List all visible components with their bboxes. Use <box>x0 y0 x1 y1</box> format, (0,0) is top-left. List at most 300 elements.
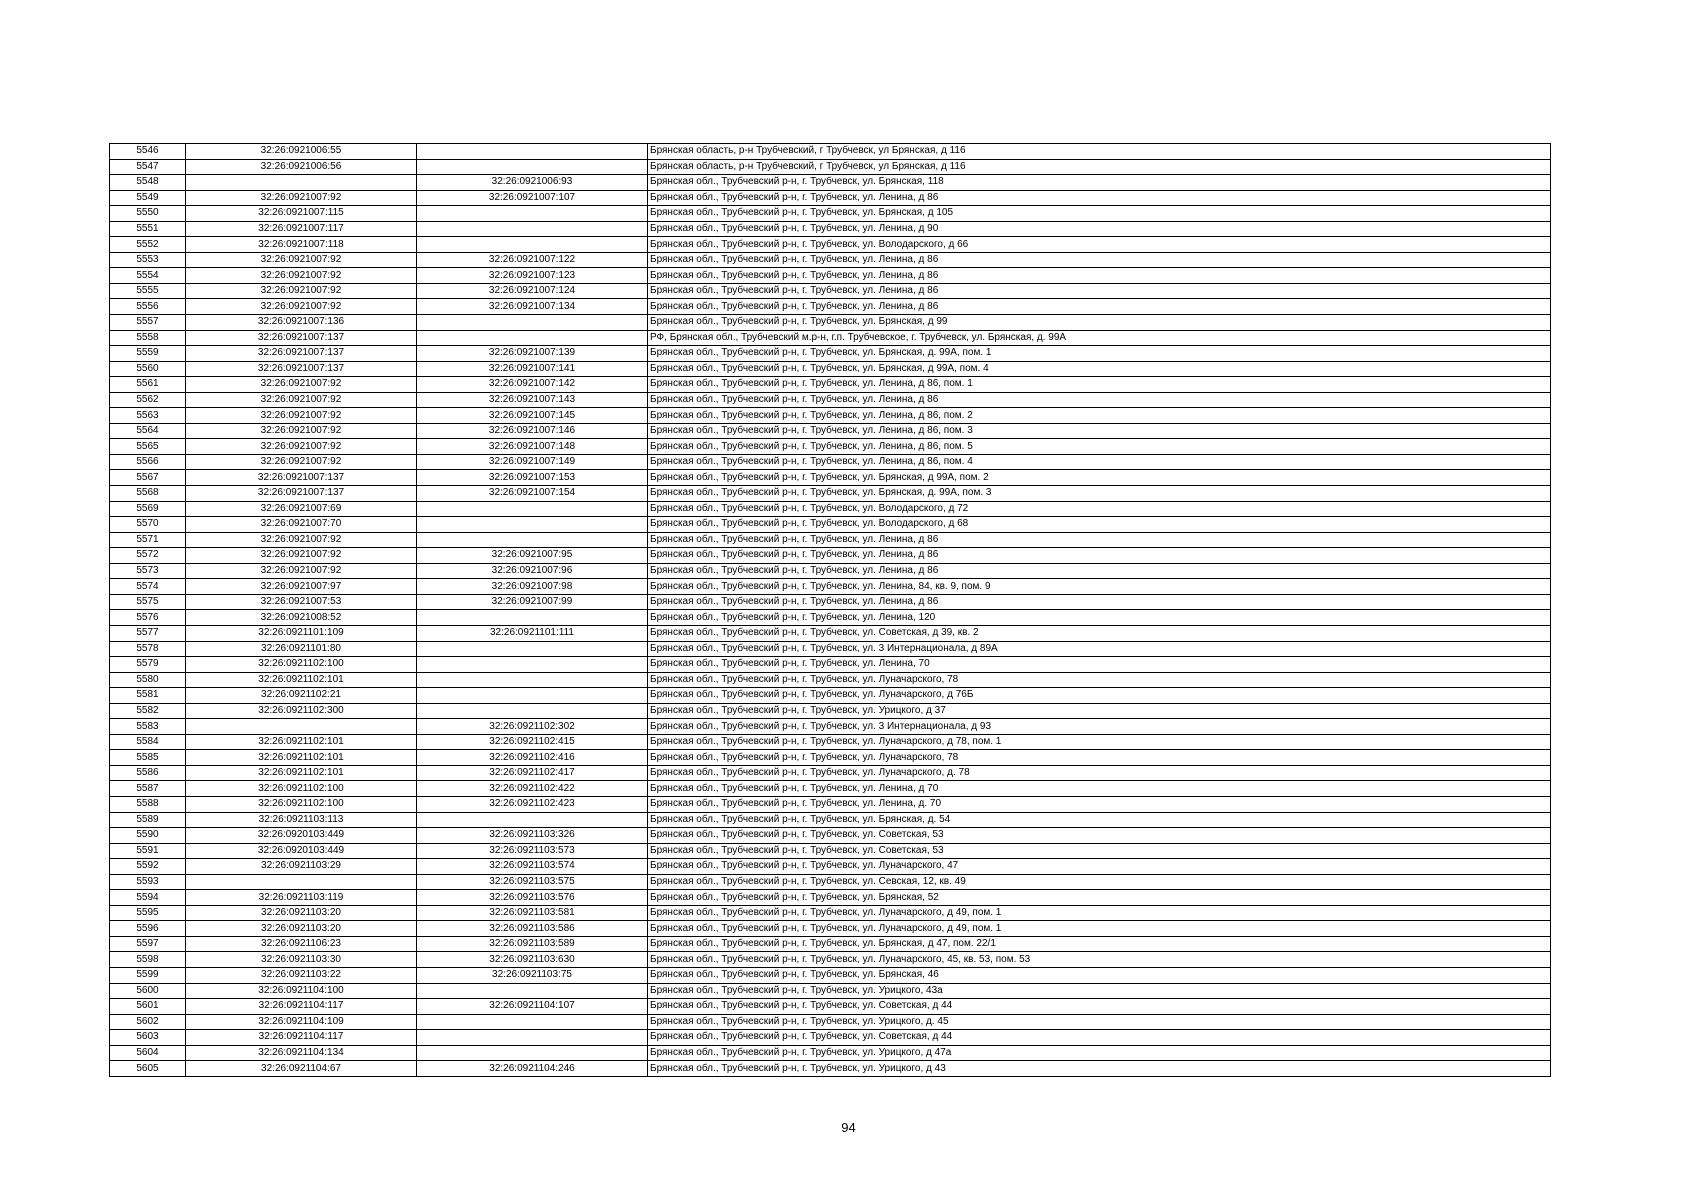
table-row <box>110 983 1551 999</box>
related-cadastral-number-cell <box>417 641 648 657</box>
related-cadastral-number-cell: 32:26:0921007:95 <box>417 548 648 564</box>
table-row <box>110 423 1551 439</box>
table-row <box>110 532 1551 548</box>
address-cell: Брянская обл., Трубчевский р-н, г. Трубчевск, ул. Ленина, д 86 <box>648 392 1551 408</box>
address-cell: Брянская обл., Трубчевский р-н, г. Трубчевск, ул. Брянская, 52 <box>648 890 1551 906</box>
cadastral-number-cell: 32:26:0921007:118 <box>186 237 417 253</box>
row-number-cell: 5561 <box>110 377 186 393</box>
table-row <box>110 346 1551 362</box>
row-number-cell: 5556 <box>110 299 186 315</box>
address-cell: Брянская обл., Трубчевский р-н, г. Трубчевск, ул. 3 Интернационала, д 89А <box>648 641 1551 657</box>
related-cadastral-number-cell: 32:26:0921103:630 <box>417 952 648 968</box>
table-row <box>110 874 1551 890</box>
cadastral-number-cell: 32:26:0921007:92 <box>186 377 417 393</box>
row-number-cell: 5550 <box>110 206 186 222</box>
table-row <box>110 159 1551 175</box>
table-row <box>110 1030 1551 1046</box>
related-cadastral-number-cell: 32:26:0921007:145 <box>417 408 648 424</box>
cadastral-number-cell: 32:26:0921007:92 <box>186 563 417 579</box>
table-row <box>110 268 1551 284</box>
address-cell: Брянская обл., Трубчевский р-н, г. Трубчевск, ул. Брянская, д 99А, пом. 2 <box>648 470 1551 486</box>
row-number-cell: 5567 <box>110 470 186 486</box>
table-row <box>110 330 1551 346</box>
table-row <box>110 470 1551 486</box>
related-cadastral-number-cell: 32:26:0921102:416 <box>417 750 648 766</box>
related-cadastral-number-cell <box>417 688 648 704</box>
cadastral-number-cell: 32:26:0921007:92 <box>186 454 417 470</box>
table-row <box>110 765 1551 781</box>
cadastral-number-cell: 32:26:0921007:137 <box>186 346 417 362</box>
cadastral-number-cell: 32:26:0921007:92 <box>186 439 417 455</box>
table-row <box>110 828 1551 844</box>
address-cell: Брянская обл., Трубчевский р-н, г. Трубчевск, ул. Луначарского, д 49, пом. 1 <box>648 905 1551 921</box>
row-number-cell: 5547 <box>110 159 186 175</box>
related-cadastral-number-cell <box>417 330 648 346</box>
address-cell: Брянская обл., Трубчевский р-н, г. Трубчевск, ул. Ленина, д 86 <box>648 594 1551 610</box>
address-cell: Брянская обл., Трубчевский р-н, г. Трубчевск, ул. Ленина, д 86 <box>648 190 1551 206</box>
row-number-cell: 5592 <box>110 859 186 875</box>
related-cadastral-number-cell: 32:26:0921104:107 <box>417 999 648 1015</box>
related-cadastral-number-cell: 32:26:0921102:423 <box>417 796 648 812</box>
row-number-cell: 5590 <box>110 828 186 844</box>
address-cell: Брянская обл., Трубчевский р-н, г. Трубчевск, ул. Ленина, д 86 <box>648 299 1551 315</box>
table-row <box>110 610 1551 626</box>
related-cadastral-number-cell <box>417 812 648 828</box>
table-row <box>110 439 1551 455</box>
cadastral-number-cell: 32:26:0921007:92 <box>186 190 417 206</box>
row-number-cell: 5557 <box>110 315 186 331</box>
row-number-cell: 5593 <box>110 874 186 890</box>
table-row <box>110 252 1551 268</box>
row-number-cell: 5598 <box>110 952 186 968</box>
address-cell: Брянская обл., Трубчевский р-н, г. Трубчевск, ул. Советская, д 44 <box>648 1030 1551 1046</box>
row-number-cell: 5571 <box>110 532 186 548</box>
table-row <box>110 672 1551 688</box>
table-row <box>110 454 1551 470</box>
cadastral-number-cell: 32:26:0921102:101 <box>186 734 417 750</box>
table-row <box>110 501 1551 517</box>
related-cadastral-number-cell: 32:26:0921007:154 <box>417 486 648 502</box>
related-cadastral-number-cell <box>417 221 648 237</box>
address-cell: Брянская обл., Трубчевский р-н, г. Трубчевск, ул. Ленина, 70 <box>648 657 1551 673</box>
address-cell: Брянская обл., Трубчевский р-н, г. Трубчевск, ул. Брянская, д 99А, пом. 4 <box>648 361 1551 377</box>
cadastral-number-cell: 32:26:0921007:92 <box>186 268 417 284</box>
row-number-cell: 5569 <box>110 501 186 517</box>
row-number-cell: 5575 <box>110 594 186 610</box>
related-cadastral-number-cell <box>417 501 648 517</box>
address-cell: Брянская обл., Трубчевский р-н, г. Трубчевск, ул. Луначарского, д 78, пом. 1 <box>648 734 1551 750</box>
row-number-cell: 5601 <box>110 999 186 1015</box>
table-row <box>110 890 1551 906</box>
address-cell: Брянская обл., Трубчевский р-н, г. Трубчевск, ул. Ленина, д 86, пом. 2 <box>648 408 1551 424</box>
cadastral-number-cell: 32:26:0921007:53 <box>186 594 417 610</box>
related-cadastral-number-cell <box>417 703 648 719</box>
related-cadastral-number-cell <box>417 1045 648 1061</box>
table-row <box>110 486 1551 502</box>
row-number-cell: 5564 <box>110 423 186 439</box>
row-number-cell: 5589 <box>110 812 186 828</box>
cadastral-number-cell: 32:26:0921103:113 <box>186 812 417 828</box>
table-row <box>110 812 1551 828</box>
table-row <box>110 641 1551 657</box>
related-cadastral-number-cell <box>417 159 648 175</box>
address-cell: Брянская обл., Трубчевский р-н, г. Трубчевск, ул. Луначарского, 45, кв. 53, пом. 53 <box>648 952 1551 968</box>
row-number-cell: 5585 <box>110 750 186 766</box>
address-cell: Брянская обл., Трубчевский р-н, г. Трубчевск, ул. Ленина, д 86 <box>648 268 1551 284</box>
related-cadastral-number-cell <box>417 532 648 548</box>
address-cell: Брянская обл., Трубчевский р-н, г. Трубчевск, ул. Ленина, д 86 <box>648 532 1551 548</box>
cadastral-number-cell: 32:26:0921104:100 <box>186 983 417 999</box>
related-cadastral-number-cell: 32:26:0921007:153 <box>417 470 648 486</box>
cadastral-number-cell: 32:26:0921007:92 <box>186 532 417 548</box>
address-cell: Брянская обл., Трубчевский р-н, г. Трубчевск, ул. Ленина, 84, кв. 9, пом. 9 <box>648 579 1551 595</box>
cadastral-number-cell: 32:26:0921104:117 <box>186 1030 417 1046</box>
related-cadastral-number-cell: 32:26:0921007:123 <box>417 268 648 284</box>
related-cadastral-number-cell <box>417 517 648 533</box>
address-cell: Брянская обл., Трубчевский р-н, г. Трубчевск, ул. Урицкого, д 47а <box>648 1045 1551 1061</box>
related-cadastral-number-cell: 32:26:0921102:302 <box>417 719 648 735</box>
related-cadastral-number-cell: 32:26:0921103:326 <box>417 828 648 844</box>
cadastral-number-cell: 32:26:0921007:117 <box>186 221 417 237</box>
related-cadastral-number-cell: 32:26:0921102:422 <box>417 781 648 797</box>
address-cell: Брянская обл., Трубчевский р-н, г. Трубчевск, ул. Ленина, д 86, пом. 5 <box>648 439 1551 455</box>
address-cell: Брянская обл., Трубчевский р-н, г. Трубчевск, ул. Луначарского, 47 <box>648 859 1551 875</box>
address-cell: Брянская область, р-н Трубчевский, г Трубчевск, ул Брянская, д 116 <box>648 144 1551 160</box>
address-cell: Брянская обл., Трубчевский р-н, г. Трубчевск, ул. Ленина, д. 70 <box>648 796 1551 812</box>
cadastral-number-cell: 32:26:0920103:449 <box>186 843 417 859</box>
related-cadastral-number-cell: 32:26:0921103:573 <box>417 843 648 859</box>
cadastral-number-cell: 32:26:0921007:137 <box>186 361 417 377</box>
related-cadastral-number-cell: 32:26:0921103:576 <box>417 890 648 906</box>
related-cadastral-number-cell <box>417 315 648 331</box>
table-row <box>110 936 1551 952</box>
cadastral-number-cell: 32:26:0921103:30 <box>186 952 417 968</box>
address-cell: Брянская обл., Трубчевский р-н, г. Трубчевск, ул. Советская, д 44 <box>648 999 1551 1015</box>
row-number-cell: 5580 <box>110 672 186 688</box>
related-cadastral-number-cell: 32:26:0921103:589 <box>417 936 648 952</box>
related-cadastral-number-cell: 32:26:0921104:246 <box>417 1061 648 1077</box>
table-row <box>110 594 1551 610</box>
row-number-cell: 5566 <box>110 454 186 470</box>
table-row <box>110 1045 1551 1061</box>
row-number-cell: 5588 <box>110 796 186 812</box>
cadastral-number-cell: 32:26:0921007:92 <box>186 283 417 299</box>
table-row <box>110 579 1551 595</box>
cadastral-number-cell: 32:26:0921103:29 <box>186 859 417 875</box>
row-number-cell: 5576 <box>110 610 186 626</box>
row-number-cell: 5558 <box>110 330 186 346</box>
cadastral-number-cell: 32:26:0921007:70 <box>186 517 417 533</box>
related-cadastral-number-cell: 32:26:0921101:111 <box>417 625 648 641</box>
table-row <box>110 299 1551 315</box>
address-cell: Брянская обл., Трубчевский р-н, г. Трубчевск, ул. Володарского, д 72 <box>648 501 1551 517</box>
related-cadastral-number-cell <box>417 983 648 999</box>
cadastral-number-cell: 32:26:0921103:22 <box>186 967 417 983</box>
cadastral-number-cell: 32:26:0921007:92 <box>186 423 417 439</box>
row-number-cell: 5553 <box>110 252 186 268</box>
table-row <box>110 548 1551 564</box>
related-cadastral-number-cell: 32:26:0921103:586 <box>417 921 648 937</box>
address-cell: Брянская обл., Трубчевский р-н, г. Трубчевск, ул. Брянская, д 47, пом. 22/1 <box>648 936 1551 952</box>
cadastral-table <box>109 143 1551 1077</box>
address-cell: Брянская обл., Трубчевский р-н, г. Трубчевск, ул. Ленина, д 86, пом. 1 <box>648 377 1551 393</box>
cadastral-number-cell: 32:26:0921007:115 <box>186 206 417 222</box>
related-cadastral-number-cell: 32:26:0921007:107 <box>417 190 648 206</box>
cadastral-number-cell: 32:26:0921007:97 <box>186 579 417 595</box>
cadastral-number-cell: 32:26:0921102:100 <box>186 796 417 812</box>
related-cadastral-number-cell <box>417 237 648 253</box>
address-cell: Брянская обл., Трубчевский р-н, г. Трубчевск, ул. Володарского, д 68 <box>648 517 1551 533</box>
related-cadastral-number-cell <box>417 657 648 673</box>
related-cadastral-number-cell: 32:26:0921006:93 <box>417 175 648 191</box>
table-row <box>110 657 1551 673</box>
related-cadastral-number-cell: 32:26:0921102:417 <box>417 765 648 781</box>
address-cell: Брянская обл., Трубчевский р-н, г. Трубчевск, ул. Брянская, д 105 <box>648 206 1551 222</box>
related-cadastral-number-cell <box>417 1030 648 1046</box>
row-number-cell: 5549 <box>110 190 186 206</box>
row-number-cell: 5604 <box>110 1045 186 1061</box>
cadastral-number-cell: 32:26:0921007:136 <box>186 315 417 331</box>
address-cell: Брянская обл., Трубчевский р-н, г. Трубчевск, ул. Володарского, д 66 <box>648 237 1551 253</box>
row-number-cell: 5579 <box>110 657 186 673</box>
cadastral-number-cell: 32:26:0921008:52 <box>186 610 417 626</box>
row-number-cell: 5603 <box>110 1030 186 1046</box>
row-number-cell: 5591 <box>110 843 186 859</box>
related-cadastral-number-cell: 32:26:0921103:75 <box>417 967 648 983</box>
table-row <box>110 859 1551 875</box>
table-row <box>110 237 1551 253</box>
table-row <box>110 999 1551 1015</box>
cadastral-number-cell: 32:26:0921007:137 <box>186 330 417 346</box>
address-cell: Брянская обл., Трубчевский р-н, г. Трубчевск, ул. Ленина, д 86 <box>648 548 1551 564</box>
cadastral-number-cell: 32:26:0921007:137 <box>186 470 417 486</box>
related-cadastral-number-cell: 32:26:0921007:99 <box>417 594 648 610</box>
related-cadastral-number-cell: 32:26:0921007:98 <box>417 579 648 595</box>
table-row <box>110 361 1551 377</box>
table-row <box>110 1061 1551 1077</box>
address-cell: Брянская обл., Трубчевский р-н, г. Трубчевск, ул. Ленина, 120 <box>648 610 1551 626</box>
cadastral-number-cell: 32:26:0921102:101 <box>186 750 417 766</box>
table-row <box>110 625 1551 641</box>
table-row <box>110 408 1551 424</box>
address-cell: Брянская обл., Трубчевский р-н, г. Трубчевск, ул. Луначарского, д 76Б <box>648 688 1551 704</box>
address-cell: Брянская обл., Трубчевский р-н, г. Трубчевск, ул. Луначарского, 78 <box>648 672 1551 688</box>
row-number-cell: 5602 <box>110 1014 186 1030</box>
cadastral-number-cell <box>186 175 417 191</box>
address-cell: Брянская обл., Трубчевский р-н, г. Трубчевск, ул. Брянская, д 99 <box>648 315 1551 331</box>
row-number-cell: 5568 <box>110 486 186 502</box>
table-row <box>110 796 1551 812</box>
address-cell: Брянская обл., Трубчевский р-н, г. Трубчевск, ул. Ленина, д 86, пом. 4 <box>648 454 1551 470</box>
cadastral-number-cell: 32:26:0921101:109 <box>186 625 417 641</box>
related-cadastral-number-cell: 32:26:0921007:141 <box>417 361 648 377</box>
table-row <box>110 967 1551 983</box>
table-row <box>110 563 1551 579</box>
row-number-cell: 5594 <box>110 890 186 906</box>
table-row <box>110 283 1551 299</box>
related-cadastral-number-cell: 32:26:0921103:581 <box>417 905 648 921</box>
row-number-cell: 5563 <box>110 408 186 424</box>
row-number-cell: 5596 <box>110 921 186 937</box>
related-cadastral-number-cell: 32:26:0921007:142 <box>417 377 648 393</box>
related-cadastral-number-cell <box>417 1014 648 1030</box>
address-cell: Брянская обл., Трубчевский р-н, г. Трубчевск, ул. Ленина, д 86 <box>648 283 1551 299</box>
table-row <box>110 781 1551 797</box>
related-cadastral-number-cell: 32:26:0921102:415 <box>417 734 648 750</box>
cadastral-number-cell: 32:26:0921006:55 <box>186 144 417 160</box>
table-row <box>110 175 1551 191</box>
address-cell: Брянская обл., Трубчевский р-н, г. Трубчевск, ул. Брянская, д. 99А, пом. 1 <box>648 346 1551 362</box>
address-cell: Брянская обл., Трубчевский р-н, г. Трубчевск, ул. Урицкого, д. 45 <box>648 1014 1551 1030</box>
address-cell: Брянская обл., Трубчевский р-н, г. Трубчевск, ул. Брянская, 118 <box>648 175 1551 191</box>
cadastral-number-cell: 32:26:0921103:20 <box>186 921 417 937</box>
cadastral-number-cell: 32:26:0921104:134 <box>186 1045 417 1061</box>
cadastral-number-cell: 32:26:0921007:137 <box>186 486 417 502</box>
table-row <box>110 206 1551 222</box>
table-row <box>110 921 1551 937</box>
table-row <box>110 144 1551 160</box>
cadastral-number-cell: 32:26:0921104:67 <box>186 1061 417 1077</box>
cadastral-number-cell: 32:26:0921006:56 <box>186 159 417 175</box>
cadastral-number-cell: 32:26:0921007:69 <box>186 501 417 517</box>
related-cadastral-number-cell: 32:26:0921007:124 <box>417 283 648 299</box>
address-cell: Брянская обл., Трубчевский р-н, г. Трубчевск, ул. Севская, 12, кв. 49 <box>648 874 1551 890</box>
row-number-cell: 5586 <box>110 765 186 781</box>
cadastral-number-cell: 32:26:0921007:92 <box>186 392 417 408</box>
row-number-cell: 5570 <box>110 517 186 533</box>
row-number-cell: 5582 <box>110 703 186 719</box>
related-cadastral-number-cell: 32:26:0921007:143 <box>417 392 648 408</box>
address-cell: Брянская обл., Трубчевский р-н, г. Трубчевск, ул. Ленина, д 70 <box>648 781 1551 797</box>
address-cell: Брянская обл., Трубчевский р-н, г. Трубчевск, ул. Луначарского, 78 <box>648 750 1551 766</box>
address-cell: Брянская обл., Трубчевский р-н, г. Трубчевск, ул. Ленина, д 90 <box>648 221 1551 237</box>
row-number-cell: 5595 <box>110 905 186 921</box>
cadastral-number-cell: 32:26:0920103:449 <box>186 828 417 844</box>
row-number-cell: 5546 <box>110 144 186 160</box>
address-cell: Брянская обл., Трубчевский р-н, г. Трубчевск, ул. Ленина, д 86, пом. 3 <box>648 423 1551 439</box>
row-number-cell: 5573 <box>110 563 186 579</box>
table-row <box>110 905 1551 921</box>
related-cadastral-number-cell: 32:26:0921007:96 <box>417 563 648 579</box>
related-cadastral-number-cell: 32:26:0921007:122 <box>417 252 648 268</box>
table-row <box>110 750 1551 766</box>
cadastral-number-cell: 32:26:0921102:100 <box>186 781 417 797</box>
row-number-cell: 5587 <box>110 781 186 797</box>
row-number-cell: 5584 <box>110 734 186 750</box>
row-number-cell: 5583 <box>110 719 186 735</box>
table-row <box>110 734 1551 750</box>
address-cell: Брянская обл., Трубчевский р-н, г. Трубчевск, ул. Урицкого, д 43 <box>648 1061 1551 1077</box>
cadastral-number-cell: 32:26:0921007:92 <box>186 299 417 315</box>
row-number-cell: 5597 <box>110 936 186 952</box>
cadastral-number-cell: 32:26:0921007:92 <box>186 548 417 564</box>
related-cadastral-number-cell <box>417 610 648 626</box>
cadastral-number-cell: 32:26:0921102:21 <box>186 688 417 704</box>
cadastral-number-cell: 32:26:0921103:20 <box>186 905 417 921</box>
cadastral-number-cell: 32:26:0921102:100 <box>186 657 417 673</box>
address-cell: Брянская обл., Трубчевский р-н, г. Трубчевск, ул. Советская, д 39, кв. 2 <box>648 625 1551 641</box>
related-cadastral-number-cell <box>417 144 648 160</box>
cadastral-number-cell: 32:26:0921104:117 <box>186 999 417 1015</box>
row-number-cell: 5560 <box>110 361 186 377</box>
related-cadastral-number-cell: 32:26:0921103:575 <box>417 874 648 890</box>
related-cadastral-number-cell: 32:26:0921103:574 <box>417 859 648 875</box>
address-cell: Брянская обл., Трубчевский р-н, г. Трубчевск, ул. Луначарского, д 49, пом. 1 <box>648 921 1551 937</box>
related-cadastral-number-cell <box>417 672 648 688</box>
address-cell: Брянская обл., Трубчевский р-н, г. Трубчевск, ул. Луначарского, д. 78 <box>648 765 1551 781</box>
address-cell: Брянская обл., Трубчевский р-н, г. Трубчевск, ул. Ленина, д 86 <box>648 563 1551 579</box>
table-row <box>110 392 1551 408</box>
table-body <box>110 144 1551 1077</box>
address-cell: Брянская обл., Трубчевский р-н, г. Трубчевск, ул. Ленина, д 86 <box>648 252 1551 268</box>
related-cadastral-number-cell: 32:26:0921007:149 <box>417 454 648 470</box>
table-row <box>110 1014 1551 1030</box>
address-cell: Брянская обл., Трубчевский р-н, г. Трубчевск, ул. Урицкого, 43а <box>648 983 1551 999</box>
table-row <box>110 843 1551 859</box>
row-number-cell: 5574 <box>110 579 186 595</box>
related-cadastral-number-cell: 32:26:0921007:134 <box>417 299 648 315</box>
table-row <box>110 377 1551 393</box>
row-number-cell: 5562 <box>110 392 186 408</box>
related-cadastral-number-cell: 32:26:0921007:148 <box>417 439 648 455</box>
row-number-cell: 5565 <box>110 439 186 455</box>
address-cell: Брянская обл., Трубчевский р-н, г. Трубчевск, ул. Урицкого, д 37 <box>648 703 1551 719</box>
cadastral-number-cell: 32:26:0921104:109 <box>186 1014 417 1030</box>
cadastral-number-cell: 32:26:0921102:300 <box>186 703 417 719</box>
page-number: 94 <box>841 1120 856 1135</box>
table-row <box>110 719 1551 735</box>
row-number-cell: 5554 <box>110 268 186 284</box>
related-cadastral-number-cell: 32:26:0921007:139 <box>417 346 648 362</box>
table-row <box>110 952 1551 968</box>
cadastral-number-cell: 32:26:0921103:119 <box>186 890 417 906</box>
table-row <box>110 190 1551 206</box>
row-number-cell: 5548 <box>110 175 186 191</box>
cadastral-number-cell: 32:26:0921007:92 <box>186 252 417 268</box>
cadastral-number-cell: 32:26:0921007:92 <box>186 408 417 424</box>
cadastral-number-cell: 32:26:0921102:101 <box>186 672 417 688</box>
row-number-cell: 5555 <box>110 283 186 299</box>
address-cell: Брянская обл., Трубчевский р-н, г. Трубчевск, ул. Советская, 53 <box>648 843 1551 859</box>
row-number-cell: 5552 <box>110 237 186 253</box>
row-number-cell: 5605 <box>110 1061 186 1077</box>
table-row <box>110 221 1551 237</box>
address-cell: РФ, Брянская обл., Трубчевский м.р-н, г.п. Трубчевское, г. Трубчевск, ул. Брянская, д. 99А <box>648 330 1551 346</box>
cadastral-number-cell: 32:26:0921102:101 <box>186 765 417 781</box>
table-row <box>110 315 1551 331</box>
address-cell: Брянская обл., Трубчевский р-н, г. Трубчевск, ул. Брянская, д. 99А, пом. 3 <box>648 486 1551 502</box>
row-number-cell: 5572 <box>110 548 186 564</box>
table-row <box>110 688 1551 704</box>
table-row <box>110 703 1551 719</box>
cadastral-number-cell <box>186 874 417 890</box>
row-number-cell: 5581 <box>110 688 186 704</box>
address-cell: Брянская обл., Трубчевский р-н, г. Трубчевск, ул. Брянская, 46 <box>648 967 1551 983</box>
row-number-cell: 5551 <box>110 221 186 237</box>
related-cadastral-number-cell <box>417 206 648 222</box>
related-cadastral-number-cell: 32:26:0921007:146 <box>417 423 648 439</box>
address-cell: Брянская обл., Трубчевский р-н, г. Трубчевск, ул. Советская, 53 <box>648 828 1551 844</box>
row-number-cell: 5577 <box>110 625 186 641</box>
table-row <box>110 517 1551 533</box>
cadastral-number-cell <box>186 719 417 735</box>
address-cell: Брянская область, р-н Трубчевский, г Трубчевск, ул Брянская, д 116 <box>648 159 1551 175</box>
row-number-cell: 5578 <box>110 641 186 657</box>
address-cell: Брянская обл., Трубчевский р-н, г. Трубчевск, ул. Брянская, д. 54 <box>648 812 1551 828</box>
cadastral-number-cell: 32:26:0921101:80 <box>186 641 417 657</box>
row-number-cell: 5600 <box>110 983 186 999</box>
row-number-cell: 5599 <box>110 967 186 983</box>
